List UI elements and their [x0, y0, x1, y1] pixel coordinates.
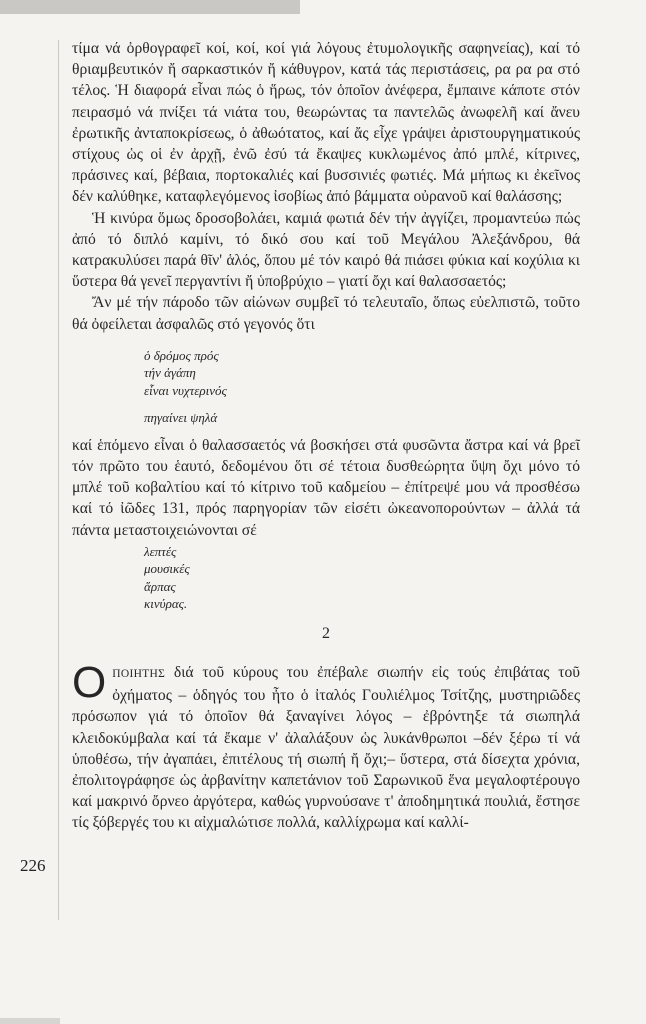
paragraph-1: τίμα νά ὀρθογραφεῖ κοί, κοί, κοί γιά λόγους ἐτυμολογικῆς σαφηνείας), καί τό θριαμβευτικόν ἤ σαρκαστικόν ἤ κάθυγρον, κατά τάς περιστάσεις, ρα ρα ρα στό τέλος. Ἡ διαφορά εἶναι πώς ὁ ἥρως, τόν ὁποῖον ἀνέφερα, ἔμπαινε κάποτε στόν πειρασμό νά πνίξει τά νιάτα του, θεωρώντας τα παντελῶς ἀνωφελῆ καί ἄνευ ἐρωτικῆς ἀνταποκρίσεως, ὁ ἀθωότατος, καί ἄς εἶχε γράψει ἀριστουργηματικούς στίχους ὡς οἱ ἐν ἀρχῇ, ἐνῶ ἐσύ τά ἔκαψες κυκλωμένος ἀπό μπλέ, κίτρινες, πράσινες καί, βέβαια, πορτοκαλιές καί βυσσινιές φωτιές. Μά μήπως κι ἐκεῖνος δέν καλύθηκε, καταφλεγόμενος ἰσοβίως ἀπό βάμματα οὐρανοῦ καί θαλάσσης;: [72, 40, 580, 206]
verse-line: λεπτές: [144, 543, 177, 559]
scan-edge-bottom: [0, 1018, 60, 1024]
page-gutter-line: [58, 40, 59, 920]
verse-line: κινύρας.: [144, 596, 188, 612]
drop-cap: Ο: [72, 658, 107, 708]
verse-line: ὁ δρόμος πρός: [144, 347, 219, 363]
verse-block-1: [144, 347, 580, 427]
section-text: διά τοῦ κύρους του ἐπέβαλε σιωπήν εἰς τούς ἐπιβάτας τοῦ ὀχήματος – ὁδηγός του ἦτο ὁ ἰταλός Γουλιέλμος Τσίτζης, μυστηριῶδες πρόσωπον γιά τό ὁποῖον θά ξαναγίνει λόγος – ἐβρόντηξε τά σιωπηλά κλειδοκύμβαλα καί τά ἔκαμε ν' ἀλαλάξουν ὡς λυκάνθρωποι –δέν ξέρω τί νά ὑποθέσω, τήν ἀγαπάει, ἐπιτέλους τή σιωπή ἤ ὄχι;– ὕστερα, στά δίσεχτα χρόνια, ἐπολιτογράφησε ὡς ἀρβανίτην καπετάνιον τοῦ Σαρωνικοῦ ἕνα μεγαλοφτέρουγο καί μακρινό ὄρνεο ἀργότερα, καθώς γυρνούσανε τ' ἀποδημητικά πουλιά, ἔστησε τίς ξόβεργές του κι αἰχμαλώτισε πολλά, καλλίχρωμα καί καλλί-: [72, 664, 580, 832]
verse-line: τήν ἀγάπη: [144, 365, 196, 381]
verse-block-2: [144, 543, 580, 613]
page-body: [72, 38, 580, 834]
page-number: 226: [20, 856, 46, 875]
scan-edge-top: [0, 0, 300, 14]
verse-line: ἅρπας: [144, 578, 176, 594]
section-paragraph: [72, 658, 580, 834]
paragraph-2: Ἡ κινύρα ὅμως δροσοβολάει, καμιά φωτιά δέν τήν ἀγγίζει, προμαντεύω πώς ἀπό τό διπλό καμίνι, τό δικό σου καί τοῦ Μεγάλου Ἀλεξάνδρου, θά κατρακυλύσει παρά θῖν' ἁλός, ὅπου μέ τόν καιρό θά πιάσει φύκια καί κοχύλια κι ὕστερα θά γενεῖ περγαντίνι ἤ ὑποβρύχιο – γιατί ὄχι καί θαλασσαετός;: [72, 209, 580, 291]
verse-line: πηγαίνει ψηλά: [144, 410, 218, 426]
section-smallcaps: ΠΟΙΗΤΗΣ: [112, 668, 166, 681]
verse-line: μουσικές: [144, 561, 190, 577]
paragraph-3: Ἄν μέ τήν πάροδο τῶν αἰώνων συμβεῖ τό τελευταῖο, ὅπως εὐελπιστῶ, τοῦτο θά ὀφείλεται ἀσφαλῶς στό γεγονός ὅτι: [72, 294, 580, 333]
verse-line: εἶναι νυχτερινός: [144, 382, 227, 398]
section-number: 2: [322, 624, 330, 642]
paragraph-4: καί ἑπόμενο εἶναι ὁ θαλασσαετός νά βοσκήσει στά φυσῶντα ἄστρα καί νά βρεῖ τόν πρῶτο του ἑαυτό, δεδομένου ὅτι σέ τέτοια δυσθεώρητα ὕψη ὄχι μόνο τό μπλέ τοῦ κοβαλτίου καί τό κίτρινο τοῦ καδμείου – ἐπίτρεψέ μου νά προσθέσω καί τό ἰῶδες 131, πρός παρηγορίαν τῶν εἰσέτι ὠκεανοπορούντων – ἀλλά τά πάντα μεταστοιχειώνονται σέ: [72, 436, 580, 539]
